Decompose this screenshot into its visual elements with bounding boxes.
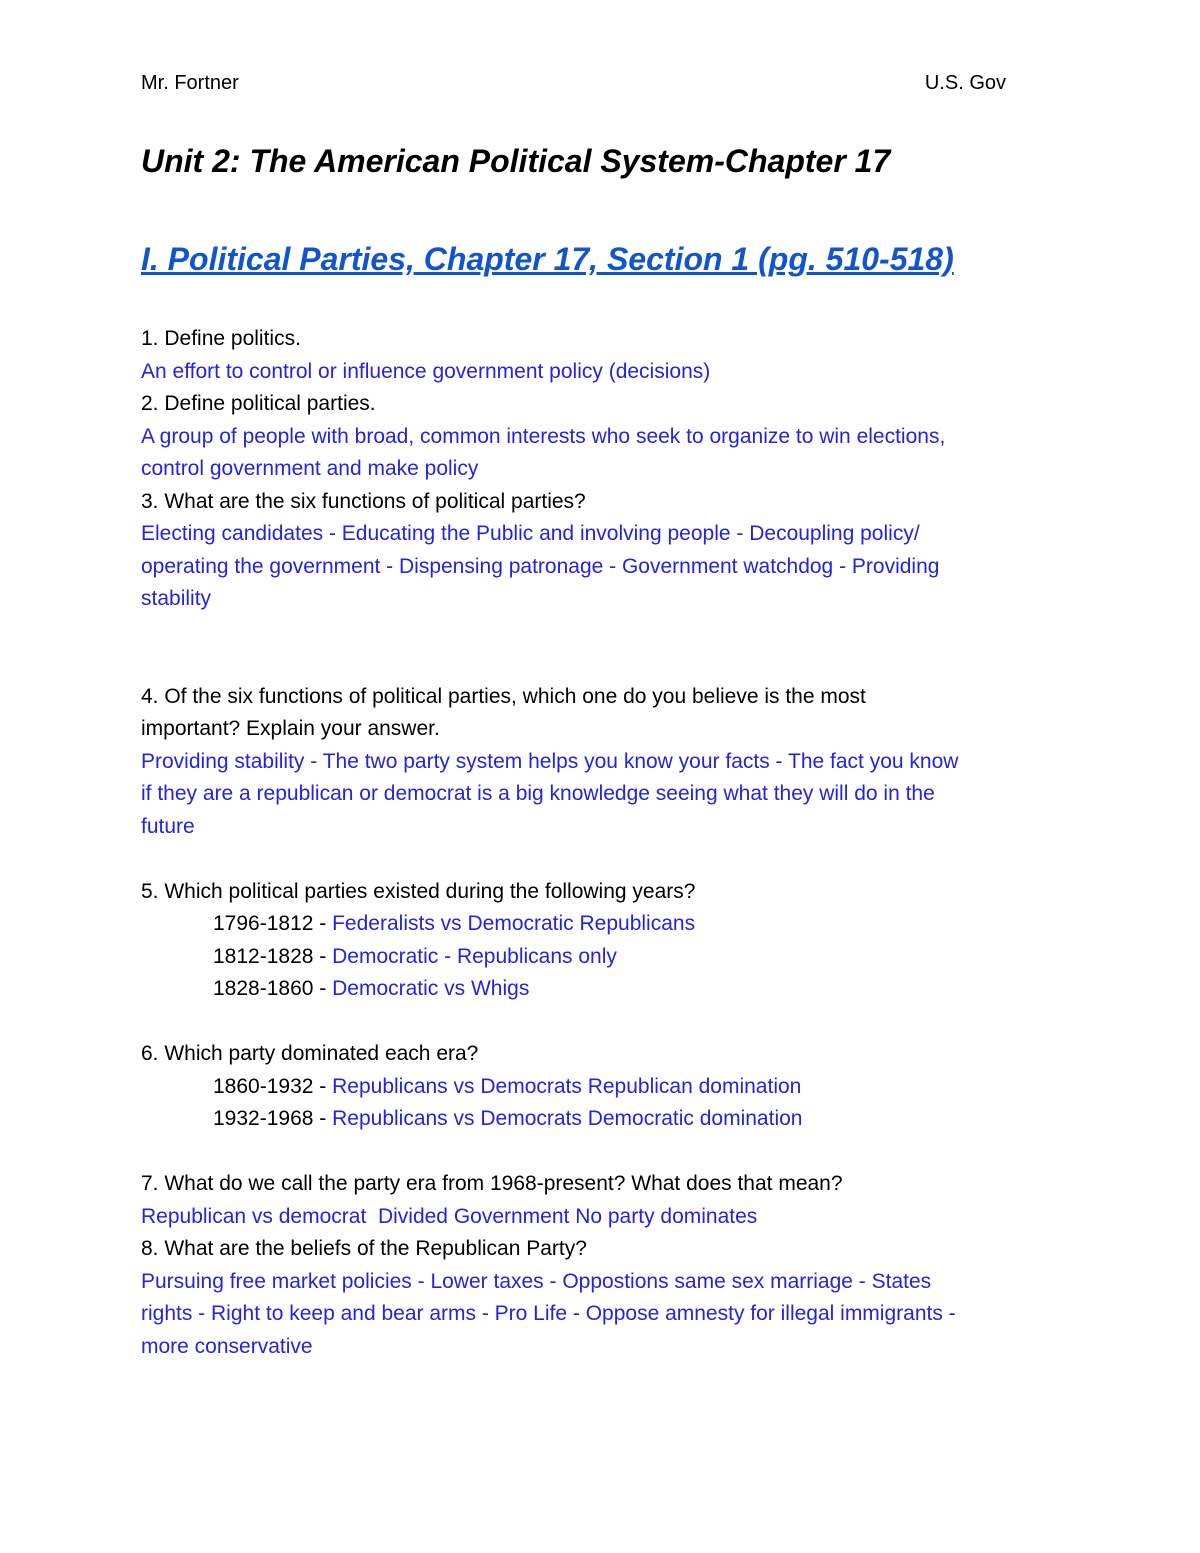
question-2: 2. Define political parties. xyxy=(141,392,376,415)
question-6: 6. Which party dominated each era? xyxy=(141,1042,479,1065)
era-row xyxy=(141,941,1071,974)
answer-7: Republican vs democrat Divided Government No party dominates xyxy=(141,1204,758,1228)
era-answer: Federalists vs Democratic Republicans xyxy=(332,912,696,935)
section-title-link[interactable]: I. Political Parties, Chapter 17, Section 1 (pg. 510-518) xyxy=(141,241,954,277)
question-7: 7. What do we call the party era from 1968-present? What does that mean? xyxy=(141,1172,843,1195)
question-4-line-2: important? Explain your answer. xyxy=(141,717,440,740)
answer-2-line-2: control government and make policy xyxy=(141,457,479,480)
spacer xyxy=(141,1006,1071,1039)
era-answer: Democratic vs Whigs xyxy=(332,977,530,1000)
answer-3-line-1: Electing candidates - Educating the Public and involving people - Decoupling policy/ xyxy=(141,522,920,545)
question-1: 1. Define politics. xyxy=(141,327,301,350)
unit-title: Unit 2: The American Political System-Chapter 17 xyxy=(141,143,891,179)
spacer xyxy=(141,1136,1071,1169)
answer-3-line-2: operating the government - Dispensing patronage - Government watchdog - Providing xyxy=(141,554,940,578)
question-8: 8. What are the beliefs of the Republican Party? xyxy=(141,1237,587,1260)
era-row xyxy=(141,1071,1071,1104)
era-years: 1828-1860 xyxy=(213,977,314,1000)
era-separator: - xyxy=(313,944,333,968)
question-4-line-1: 4. Of the six functions of political parties, which one do you believe is the most xyxy=(141,684,866,708)
era-row xyxy=(141,973,1071,1006)
era-years: 1932-1968 xyxy=(213,1107,314,1130)
era-years: 1796-1812 xyxy=(213,912,314,935)
answer-8-line-3: more conservative xyxy=(141,1334,313,1358)
answer-3-line-3: stability xyxy=(141,587,212,610)
era-separator: - xyxy=(313,1074,333,1098)
question-3: 3. What are the six functions of political parties? xyxy=(141,489,586,513)
teacher-name: Mr. Fortner xyxy=(141,72,239,94)
era-answer: Democratic - Republicans only xyxy=(332,944,617,968)
era-row xyxy=(141,1103,1071,1136)
spacer xyxy=(141,843,1071,876)
answer-4-line-3: future xyxy=(141,814,195,838)
answer-8-line-2: rights - Right to keep and bear arms - Pro Life - Oppose amnesty for illegal immigrants - xyxy=(141,1302,956,1325)
era-years: 1860-1932 xyxy=(213,1074,314,1098)
question-5: 5. Which political parties existed during the following years? xyxy=(141,879,696,903)
era-separator: - xyxy=(313,1107,333,1130)
course-name: U.S. Gov xyxy=(924,72,1006,94)
era-answer: Republicans vs Democrats Republican domination xyxy=(332,1074,802,1098)
answer-4-line-1: Providing stability - The two party system helps you know your facts - The fact you know xyxy=(141,749,959,773)
era-row xyxy=(141,908,1071,941)
answer-2-line-1: A group of people with broad, common interests who seek to organize to win elections, xyxy=(141,424,946,448)
answer-8-line-1: Pursuing free market policies - Lower taxes - Oppostions same sex marriage - States xyxy=(141,1269,932,1293)
page-header xyxy=(141,72,1006,98)
worksheet-body xyxy=(141,323,1071,1363)
era-answer: Republicans vs Democrats Democratic domination xyxy=(332,1107,803,1130)
era-years: 1812-1828 xyxy=(213,944,314,968)
answer-4-line-2: if they are a republican or democrat is a big knowledge seeing what they will do in the xyxy=(141,782,935,805)
era-separator: - xyxy=(313,912,333,935)
era-separator: - xyxy=(313,977,333,1000)
spacer xyxy=(141,616,1071,681)
answer-1: An effort to control or influence government policy (decisions) xyxy=(141,359,711,383)
